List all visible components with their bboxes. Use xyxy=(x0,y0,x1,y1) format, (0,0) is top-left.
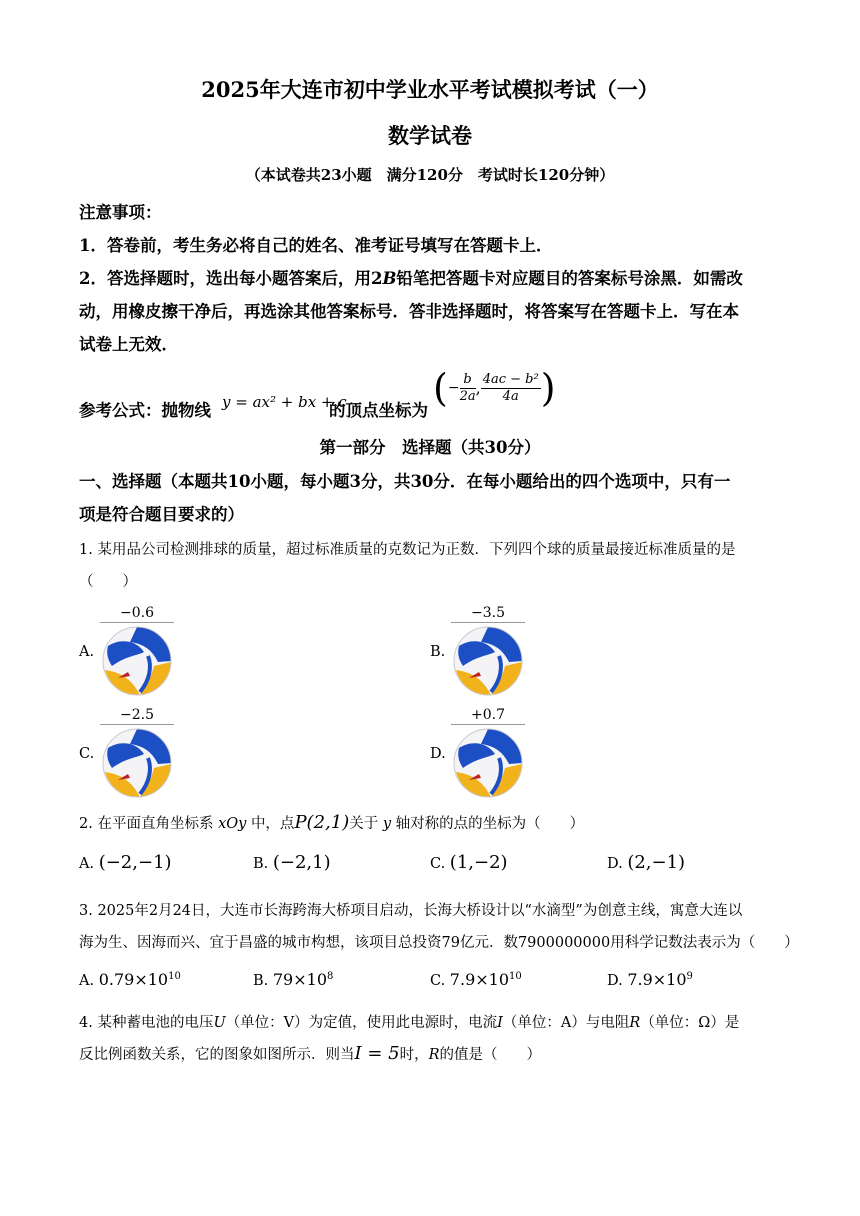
vertex-x-den: 2a xyxy=(459,388,476,404)
vertex-y-den: 4a xyxy=(502,388,519,404)
notes-heading: 注意事项： xyxy=(79,203,162,222)
formula-middle: 的顶点坐标为 xyxy=(329,401,428,420)
q2-option-c[interactable]: C. (1,−2) xyxy=(430,852,508,873)
q4-stem-line-2: 反比例函数关系，它的图象如图所示．则当I = 5时，R的值是（ ） xyxy=(79,1043,542,1064)
q1-option-c-letter[interactable]: C. xyxy=(79,746,95,762)
q4-stem-line-1: 4. 某种蓄电池的电压U（单位：V）为定值，使用此电源时，电流I（单位：A）与电阻R（单位：Ω）是 xyxy=(79,1015,740,1031)
section-instructions-line-1: 一、选择题（本题共10小题，每小题3分，共30分．在每小题给出的四个选项中，只有一 xyxy=(79,472,731,491)
vertex-y-num: 4ac − b² xyxy=(482,371,539,387)
formula-parabola: y = ax² + bx + c xyxy=(222,393,347,411)
q2-option-b[interactable]: B. (−2,1) xyxy=(253,852,331,873)
q1-option-d-letter[interactable]: D. xyxy=(430,746,446,762)
volleyball-icon xyxy=(451,728,525,798)
exam-info: （本试卷共23小题 满分120分 考试时长120分钟） xyxy=(245,166,615,184)
q1-option-b-value: −3.5 xyxy=(451,605,525,623)
q3-option-a[interactable]: A. $0.79\times 10^{10}$ xyxy=(79,970,181,989)
part1-heading: 第一部分 选择题（共30分） xyxy=(319,438,541,457)
volleyball-icon xyxy=(100,728,174,798)
q2-stem: 2. 在平面直角坐标系 xOy 中，点P(2,1)关于 y 轴对称的点的坐标为（ ） xyxy=(79,812,585,833)
notes-item-2-line-1: 2．答选择题时，选出每小题答案后，用2B铅笔把答题卡对应题目的答案标号涂黑．如需改 xyxy=(79,269,743,288)
notes-item-2-line-3: 试卷上无效． xyxy=(79,335,178,354)
q1-blank: （ ） xyxy=(79,574,137,590)
section-instructions-line-2: 项是符合题目要求的） xyxy=(79,505,244,524)
q1-option-a-letter[interactable]: A. xyxy=(79,644,95,660)
vertex-x-num: b xyxy=(460,372,476,389)
q2-option-d[interactable]: D. (2,−1) xyxy=(607,852,686,873)
formula-vertex: (− $\frac{b}{2a}$ , $\frac{\text{4ac − b²}}{4a}$ ) xyxy=(433,366,556,410)
q3-option-d[interactable]: D. $7.9\times 10^9$ xyxy=(607,970,693,989)
q1-option-c-value: −2.5 xyxy=(100,707,174,725)
q3-stem-line-2: 海为生、因海而兴、宜于昌盛的城市构想，该项目总投资79亿元．数7900000000用科学记数法表示为（ ） xyxy=(79,935,799,951)
volleyball-icon xyxy=(100,626,174,696)
q3-stem-line-1: 3. 2025年2月24日，大连市长海跨海大桥项目启动，长海大桥设计以“水滴型”为创意主线，寓意大连以 xyxy=(79,903,743,919)
q1-option-d-value: +0.7 xyxy=(451,707,525,725)
formula-prefix: 参考公式：抛物线 xyxy=(79,401,211,420)
notes-item-2-line-2: 动，用橡皮擦干净后，再选涂其他答案标号．答非选择题时，将答案写在答题卡上．写在本 xyxy=(79,302,739,321)
q3-option-c[interactable]: C. $7.9\times 10^{10}$ xyxy=(430,970,522,989)
q1-stem: 1. 某用品公司检测排球的质量，超过标准质量的克数记为正数．下列四个球的质量最接近标准质量的是 xyxy=(79,542,736,558)
q1-option-b-letter[interactable]: B. xyxy=(430,644,446,660)
notes-item-1: 1．答卷前，考生务必将自己的姓名、准考证号填写在答题卡上． xyxy=(79,236,553,255)
q2-option-a[interactable]: A. (−2,−1) xyxy=(79,852,172,873)
volleyball-icon xyxy=(451,626,525,696)
q3-option-b[interactable]: B. $79\times 10^8$ xyxy=(253,970,334,989)
exam-title: 2025年大连市初中学业水平考试模拟考试（一） xyxy=(201,77,659,102)
q1-option-a-value: −0.6 xyxy=(100,605,174,623)
exam-subtitle: 数学试卷 xyxy=(388,123,472,148)
